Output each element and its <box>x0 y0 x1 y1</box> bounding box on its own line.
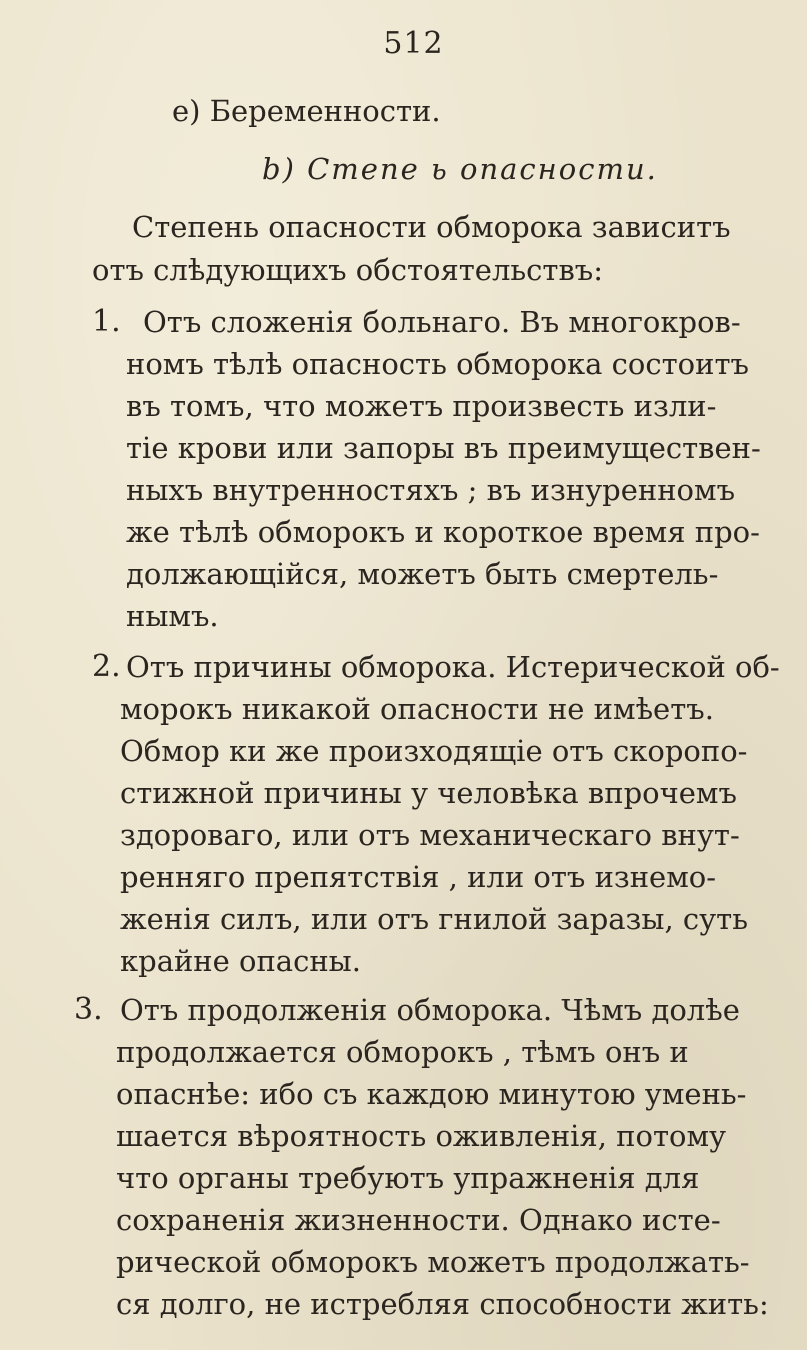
item-line: тіе крови или запоры въ преимуществен- <box>126 431 761 465</box>
intro-line-1 <box>132 210 794 244</box>
item-line: ренняго препятствія , или отъ изнемо- <box>120 860 717 894</box>
page-number: 512 <box>383 26 444 61</box>
item-line: продолжается обморокъ , тѣмъ онъ и <box>116 1035 689 1069</box>
intro-line-2: отъ слѣдующихъ обстоятельствъ: <box>92 253 604 287</box>
item-line: морокъ никакой опасности не имѣетъ. <box>120 692 714 726</box>
item-line: здороваго, или отъ механическаго внут- <box>120 818 740 852</box>
item-line: женія силъ, или отъ гнилой заразы, суть <box>120 902 749 936</box>
item-line: шается вѣроятность оживленія, потому <box>116 1119 727 1153</box>
item-line: же тѣлѣ обморокъ и короткое время про- <box>126 515 760 549</box>
section-heading-e: e) Беременности. <box>172 94 441 128</box>
item-line: Отъ причины обморока. Истерической об- <box>126 650 780 684</box>
item-line: сохраненія жизненности. Однако исте- <box>116 1203 721 1237</box>
item-line: нымъ. <box>126 599 219 633</box>
item-line: номъ тѣлѣ опасность обморока состоитъ <box>126 347 749 381</box>
item-line: что органы требуютъ упражненія для <box>116 1161 700 1195</box>
item-line: Обмор ки же произходящіе отъ скоропо- <box>120 734 748 768</box>
item-number: 2. <box>92 649 121 684</box>
item-line: должающійся, можетъ быть смертель- <box>126 557 719 591</box>
item-line: крайне опасны. <box>120 944 361 978</box>
item-line: опаснѣе: ибо съ каждою минутою умень- <box>116 1077 747 1111</box>
intro-text: Степень опасности обморока зависитъ <box>132 210 731 244</box>
item-line: рической обморокъ можетъ продолжать- <box>116 1245 750 1279</box>
item-line: ся долго, не истребляя способности жить: <box>116 1287 769 1321</box>
item-line: ныхъ внутренностяхъ ; въ изнуренномъ <box>126 473 736 507</box>
item-line: въ томъ, что можетъ произвесть изли- <box>126 389 717 423</box>
section-heading-b: b) Степе ь опасности. <box>262 152 658 186</box>
item-number: 1. <box>92 304 121 339</box>
item-line: Отъ сложенія больнаго. Въ многокров- <box>143 305 741 339</box>
item-number: 3. <box>74 992 103 1027</box>
item-line: стижной причины у человѣка впрочемъ <box>120 776 737 810</box>
item-line: Отъ продолженія обморока. Чѣмъ долѣе <box>120 993 740 1027</box>
